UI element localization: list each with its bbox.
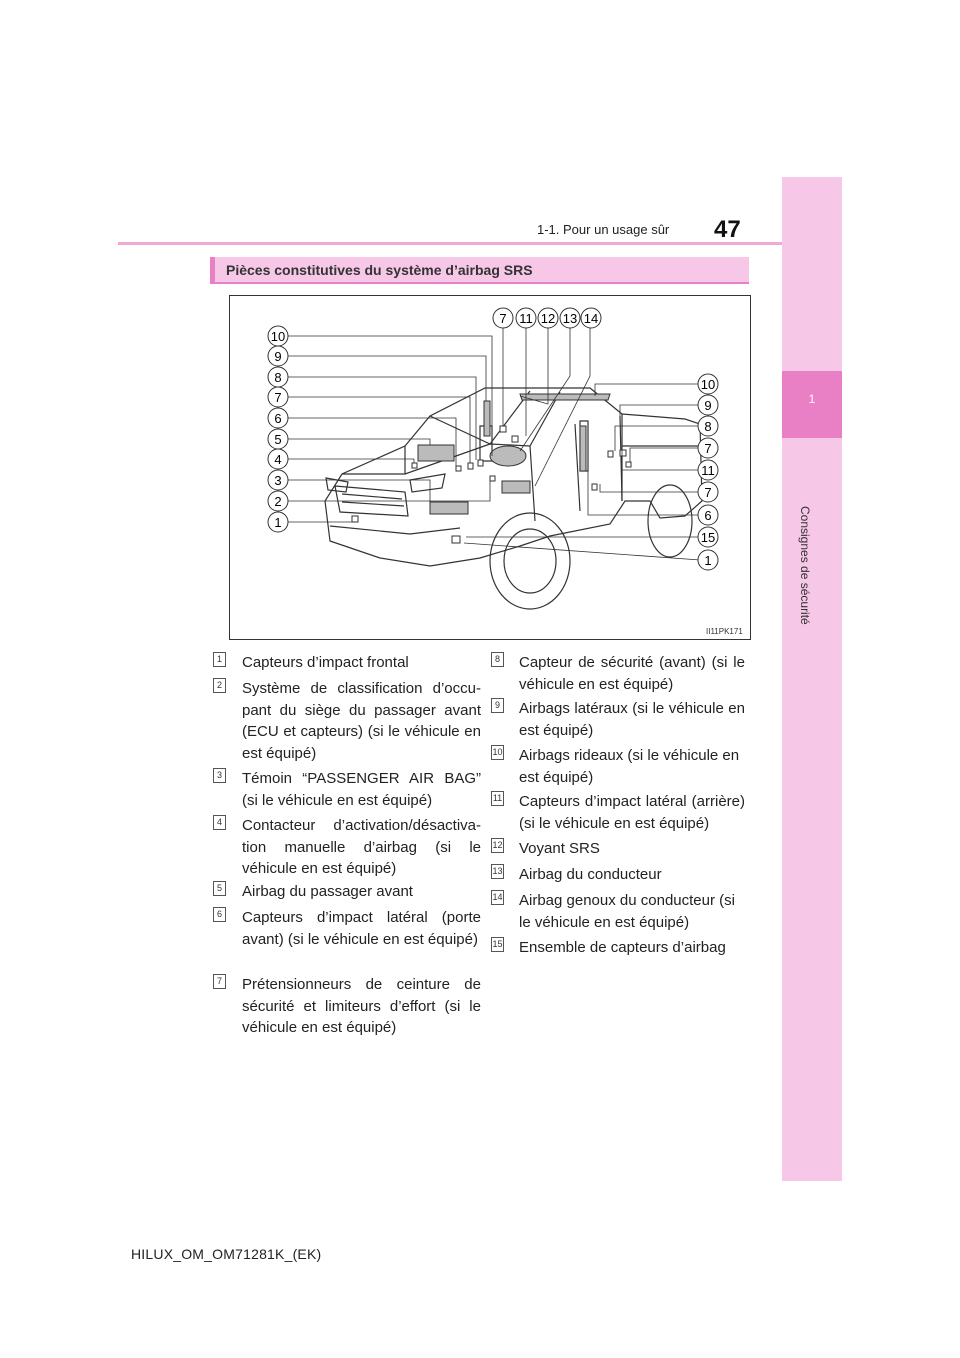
svg-text:8: 8 [274,370,282,385]
legend-text: Airbag genoux du conducteur (si le véhicule en est équipé) [519,892,735,931]
callout-top [493,308,601,328]
svg-text:10: 10 [270,329,286,344]
svg-text:6: 6 [274,411,282,426]
svg-text:7: 7 [704,485,712,500]
svg-text:11: 11 [701,463,715,478]
svg-text:15: 15 [700,530,716,545]
legend-number: 3 [213,768,226,783]
chapter-number: 1 [808,392,816,406]
svg-text:7: 7 [499,311,507,326]
legend-number: 14 [491,890,504,905]
document-footer: HILUX_OM_OM71281K_(EK) [131,1246,322,1262]
svg-text:4: 4 [274,452,282,467]
svg-text:13: 13 [562,311,578,326]
legend-text: Airbags latéraux (si le véhicule en est équipé) [519,700,745,739]
section-title-accent [210,257,215,284]
svg-text:1: 1 [704,553,712,568]
callout-right [698,374,718,570]
figure-code: II11PK171 [706,627,743,636]
legend-text: Airbag du conducteur [519,866,662,883]
legend-number: 11 [491,791,504,806]
legend-text: Capteurs d’impact latéral (porte avant) (si le véhicule en est équipé) [242,909,481,948]
legend-text: Prétensionneurs de ceinture de sécurité et limiteurs d’effort (si le véhicule en est équipé) [242,976,481,1036]
legend-number: 2 [213,678,226,693]
legend-text: Capteur de sécurité (avant) (si le véhicule en est équipé) [519,654,745,693]
legend-number: 15 [491,937,504,952]
airbag-system-illustration [229,295,751,640]
legend-text: Ensemble de capteurs d’airbag [519,939,726,956]
vehicle-outline [325,388,702,609]
legend-number: 1 [213,652,226,667]
legend-text: Voyant SRS [519,840,600,857]
svg-text:2: 2 [274,494,282,509]
header-rule [118,242,782,245]
legend-text: Système de classification d’occu-pant du siège du passager avant (ECU et capteurs) (si le véhicule en est équipé) [242,680,481,762]
leader-lines [288,320,700,560]
svg-text:12: 12 [540,311,556,326]
chapter-label: Consignes de sécurité [798,506,812,625]
section-title: Pièces constitutives du système d’airbag SRS [226,262,533,278]
legend-text: Airbag du passager avant [242,883,413,900]
svg-text:9: 9 [704,398,712,413]
legend-number: 9 [491,698,504,713]
svg-text:7: 7 [704,441,712,456]
legend-text: Capteurs d’impact frontal [242,654,409,671]
svg-text:14: 14 [583,311,599,326]
svg-text:9: 9 [274,349,282,364]
legend-number: 13 [491,864,504,879]
page-number: 47 [714,216,741,243]
legend-number: 12 [491,838,504,853]
legend-number: 8 [491,652,504,667]
legend-number: 4 [213,815,226,830]
chapter-side-tab [782,177,842,1181]
legend-number: 10 [491,745,504,760]
callout-left [268,326,288,532]
legend-text: Capteurs d’impact latéral (arrière) (si le véhicule en est équipé) [519,793,745,832]
section-label: 1-1. Pour un usage sûr [537,222,670,237]
legend-number: 6 [213,907,226,922]
svg-text:7: 7 [274,390,282,405]
svg-text:10: 10 [700,377,716,392]
legend-text: Témoin “PASSENGER AIR BAG” (si le véhicule en est équipé) [242,770,481,809]
svg-text:11: 11 [519,311,533,326]
svg-text:3: 3 [274,473,282,488]
legend-number: 5 [213,881,226,896]
svg-text:8: 8 [704,419,712,434]
legend-text: Airbags rideaux (si le véhicule en est équipé) [519,747,740,786]
legend-number: 7 [213,974,226,989]
svg-text:1: 1 [274,515,282,530]
svg-text:5: 5 [274,432,282,447]
vehicle-drawing [230,296,750,639]
legend-text: Contacteur d’activation/désactiva-tion manuelle d’airbag (si le véhicule en est équipé) [242,817,481,877]
svg-text:6: 6 [704,508,712,523]
